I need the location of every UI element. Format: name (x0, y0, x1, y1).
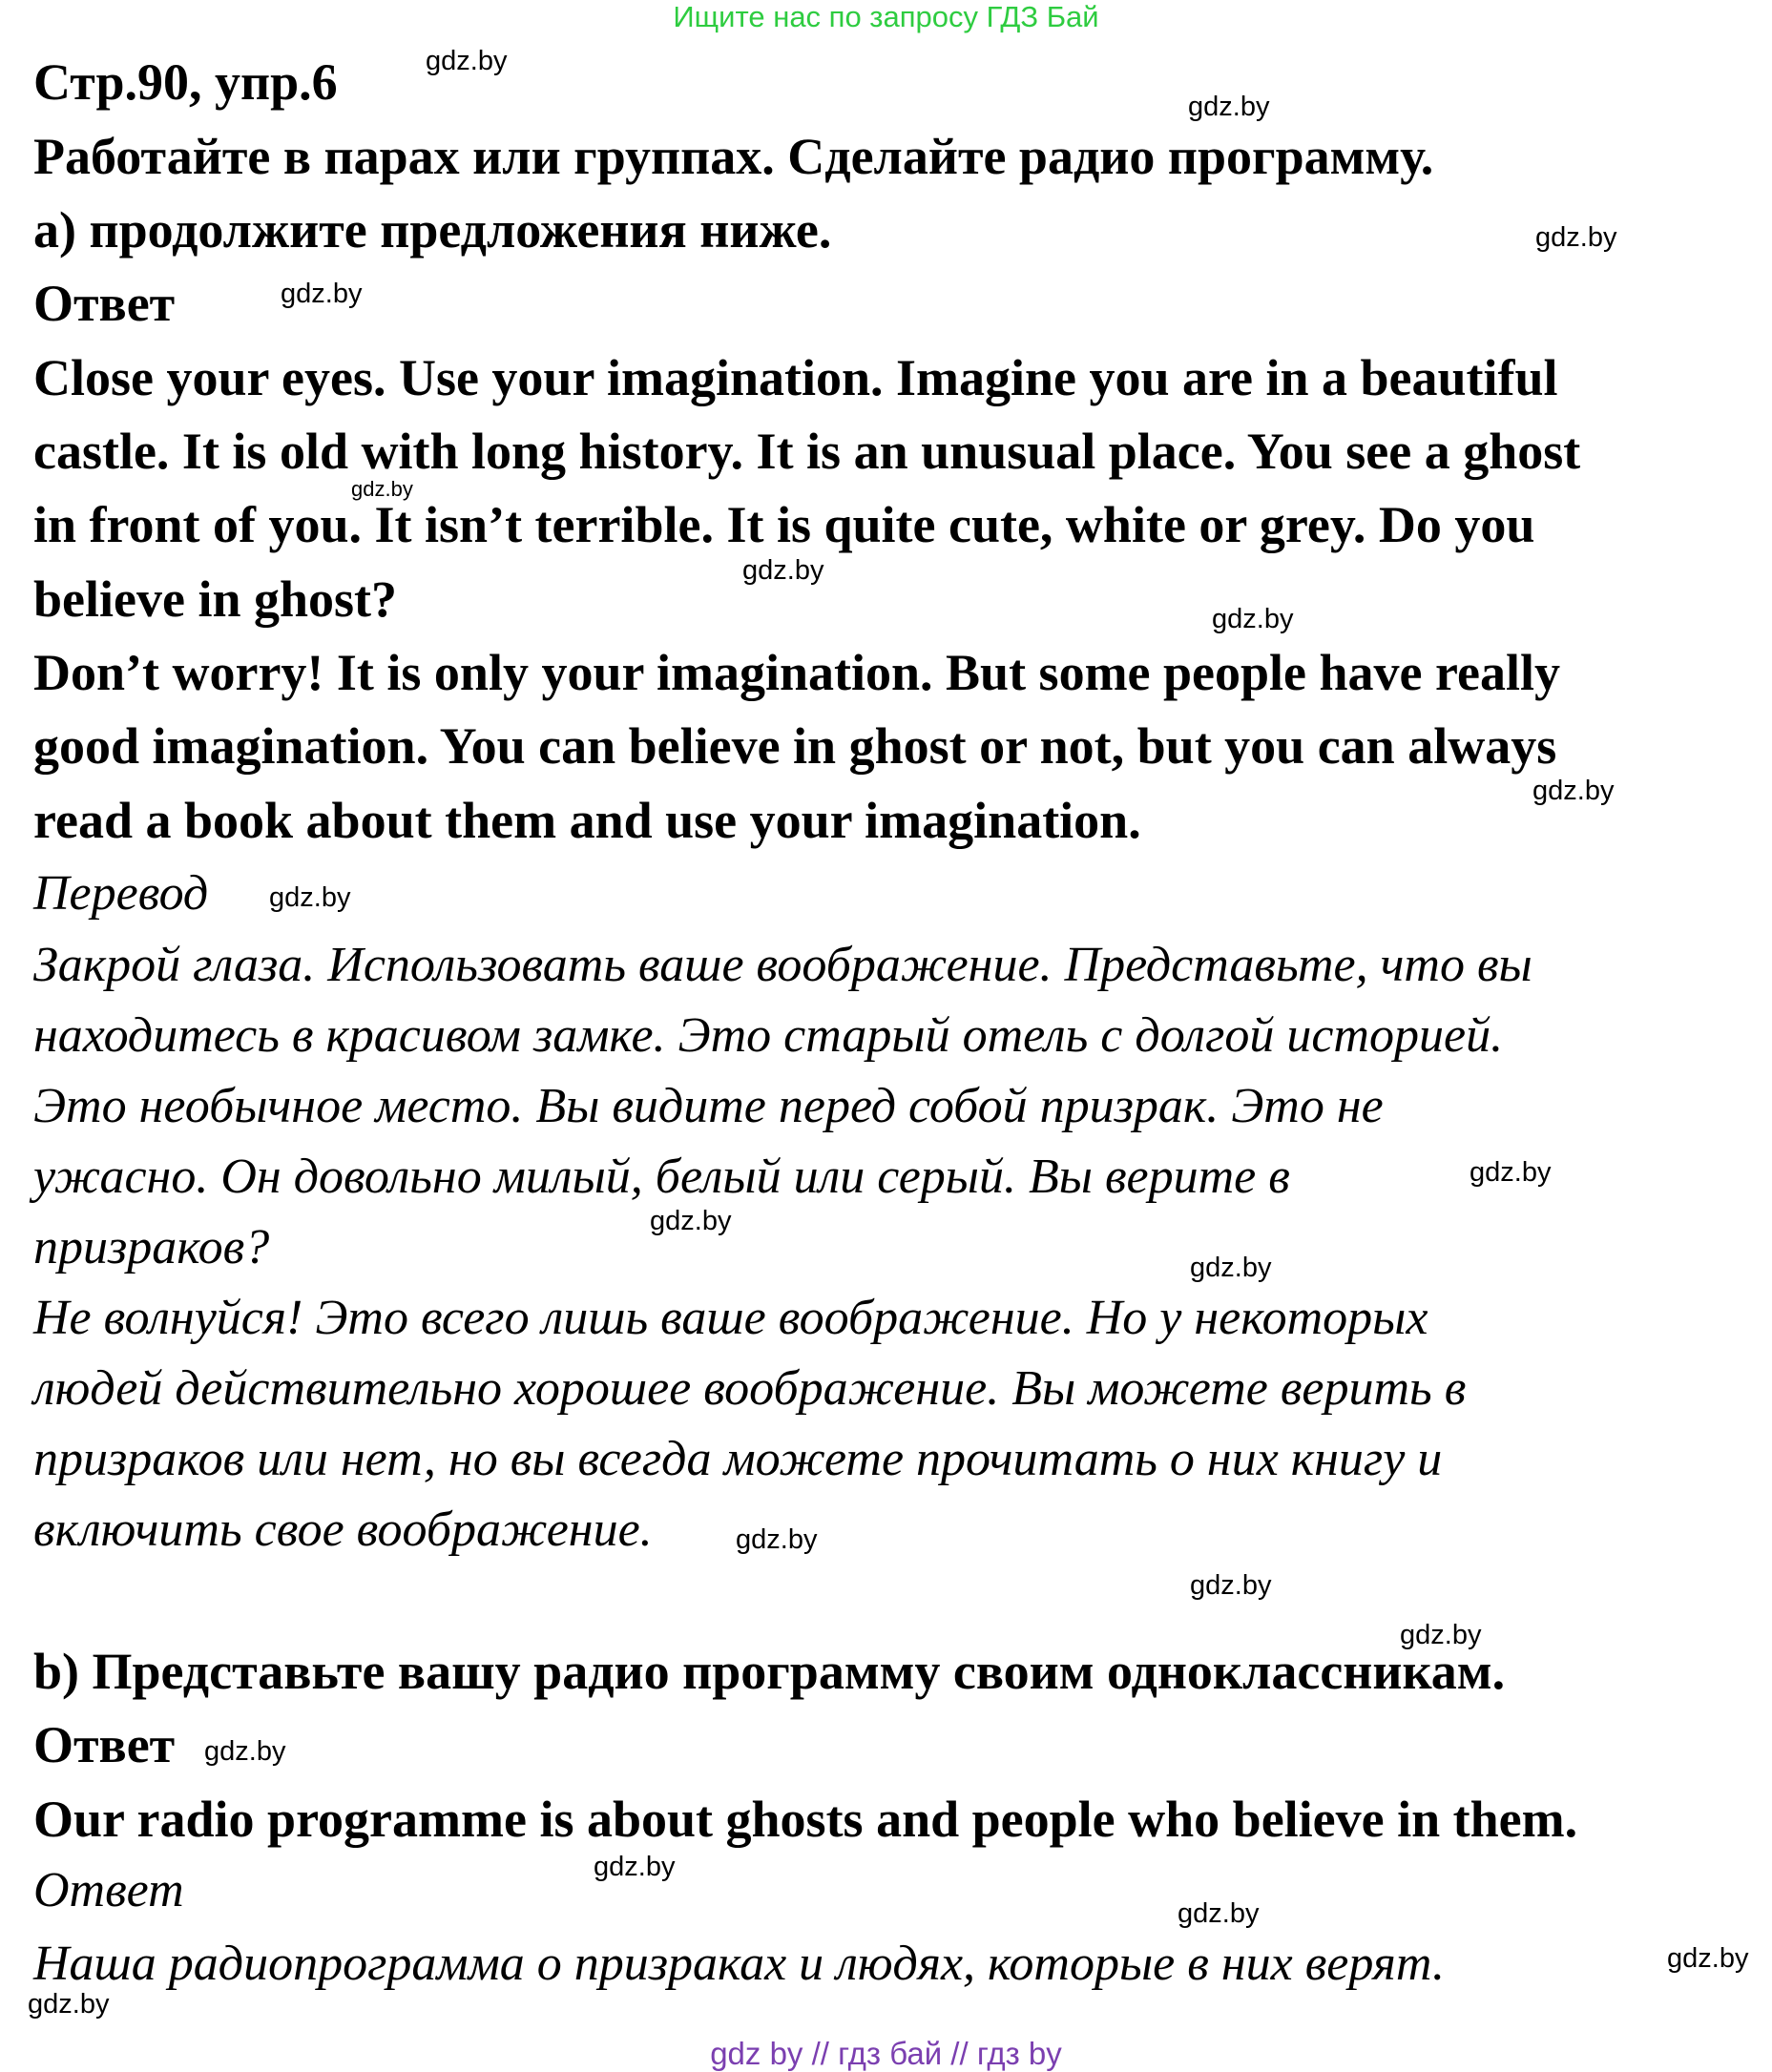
watermark: gdz.by (1470, 1157, 1552, 1188)
translation-heading: Перевод (33, 866, 209, 921)
answer-heading-b: Ответ (33, 1716, 176, 1773)
watermark: gdz.by (269, 882, 351, 913)
watermark: gdz.by (1190, 1253, 1272, 1283)
translation-heading-b: Ответ (33, 1863, 184, 1917)
translation-text-line: людей действительно хорошее воображение. Вы можете верить в (33, 1361, 1467, 1416)
translation-text-line: призраков или нет, но вы всегда можете прочитать о них книгу и (33, 1432, 1443, 1486)
answer-text-line: Close your eyes. Use your imagination. Imagine you are in a beautiful (33, 349, 1558, 406)
translation-text-line: включить свое воображение. (33, 1502, 653, 1557)
translation-text-b: Наша радиопрограмма о призраках и людях, которые в них верят. (33, 1937, 1446, 1991)
translation-text-line: призраков? (33, 1220, 270, 1274)
watermark: gdz.by (594, 1852, 676, 1882)
top-banner: Ищите нас по запросу ГДЗ Бай (673, 0, 1099, 33)
watermark: gdz.by (28, 1989, 110, 2020)
task-instruction: Работайте в парах или группах. Сделайте радио программу. (33, 128, 1434, 185)
watermark: gdz.by (650, 1206, 732, 1236)
task-part-a: а) продолжите предложения ниже. (33, 201, 832, 259)
watermark: gdz.by (204, 1736, 286, 1767)
watermark: gdz.by (1532, 776, 1615, 806)
answer-text-b: Our radio programme is about ghosts and people who believe in them. (33, 1791, 1578, 1848)
translation-text-line: находитесь в красивом замке. Это старый отель с долгой историей. (33, 1008, 1504, 1063)
answer-text-line: castle. It is old with long history. It is an unusual place. You see a ghost (33, 423, 1581, 480)
watermark: gdz.by (1535, 222, 1617, 253)
translation-text-line: Это необычное место. Вы видите перед собой призрак. Это не (33, 1079, 1384, 1133)
task-part-b: b) Представьте вашу радио программу своим одноклассникам. (33, 1643, 1506, 1700)
watermark: gdz.by (1400, 1620, 1482, 1650)
answer-heading: Ответ (33, 275, 176, 332)
watermark: gdz.by (742, 555, 824, 586)
watermark: gdz.by (426, 46, 508, 76)
answer-text-line: read a book about them and use your imagination. (33, 792, 1141, 849)
footer-links: gdz by // гдз бай // гдз by (710, 2036, 1062, 2071)
watermark: gdz.by (281, 279, 363, 309)
answer-text-line: believe in ghost? (33, 570, 398, 628)
watermark: gdz.by (1188, 92, 1270, 122)
watermark: gdz.by (1667, 1943, 1749, 1974)
watermark: gdz.by (736, 1524, 818, 1555)
translation-text-line: Не волнуйся! Это всего лишь ваше воображение. Но у некоторых (33, 1291, 1428, 1345)
watermark: gdz.by (1190, 1570, 1272, 1601)
answer-text-line: good imagination. You can believe in ghost or not, but you can always (33, 717, 1557, 775)
answer-text-line: in front of you. It isn’t terrible. It is quite cute, white or grey. Do you (33, 496, 1535, 553)
translation-text-line: ужасно. Он довольно милый, белый или серый. Вы верите в (33, 1150, 1290, 1204)
translation-text-line: Закрой глаза. Использовать ваше воображение. Представьте, что вы (33, 938, 1532, 992)
answer-text-line: Don’t worry! It is only your imagination. But some people have really (33, 644, 1560, 701)
watermark: gdz.by (1178, 1898, 1260, 1929)
watermark: gdz.by (351, 477, 413, 501)
page-title: Стр.90, упр.6 (33, 53, 338, 111)
watermark: gdz.by (1212, 604, 1294, 634)
